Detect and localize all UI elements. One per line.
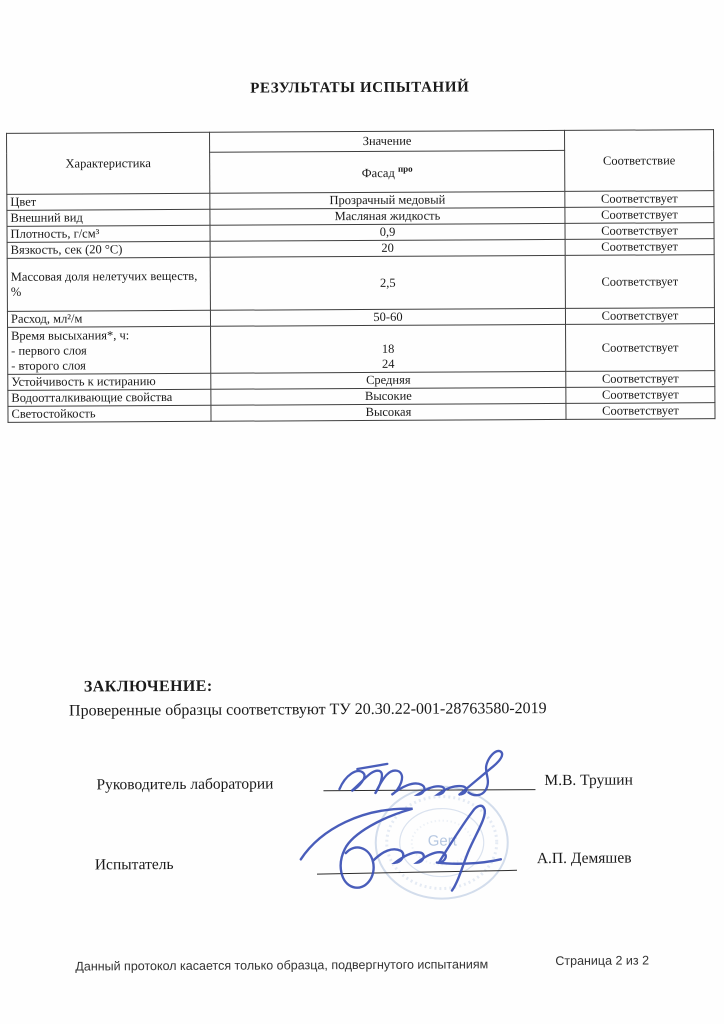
results-table (6, 129, 716, 423)
header-product (210, 150, 565, 193)
characteristic-cell: Цвет (7, 193, 210, 210)
product-name: Фасад (361, 166, 395, 181)
compliance-cell: Соответствует (565, 223, 714, 240)
value-cell: Масляная жидкость (210, 207, 565, 225)
characteristic-cell: Расход, мл²/м (7, 310, 210, 327)
conclusion-heading: ЗАКЛЮЧЕНИЕ: (83, 677, 213, 696)
value-cell: 2,5 (210, 255, 565, 310)
table-header-row (7, 130, 714, 154)
header-characteristic: Характеристика (7, 132, 210, 194)
stamp-center-text: Gert (427, 832, 457, 850)
value-line: 24 (381, 356, 395, 371)
compliance-cell: Соответствует (566, 324, 715, 372)
signature-role: Испытатель (94, 855, 174, 874)
characteristic-cell: Светостойкость (8, 405, 211, 422)
value-cell: Средняя (211, 371, 566, 389)
characteristic-line: Время высыхания*, ч: (11, 327, 130, 343)
characteristic-line: - первого слоя (11, 342, 87, 358)
handwritten-signature (291, 798, 527, 899)
footer-note: Данный протокол касается только образца, подвергнутого испытаниям (75, 957, 489, 974)
compliance-cell: Соответствует (565, 207, 714, 224)
footer-page-number: Страница 2 из 2 (555, 953, 650, 968)
value-cell: Высокая (211, 403, 566, 421)
value-cell: 20 (210, 239, 565, 257)
page-title: РЕЗУЛЬТАТЫ ИСПЫТАНИЙ (250, 79, 470, 97)
product-superscript: про (397, 164, 413, 175)
header-value-group: Значение (210, 130, 565, 152)
signature-person-name: М.В. Трушин (544, 771, 633, 790)
value-cell (211, 324, 566, 373)
table-row (8, 403, 715, 423)
compliance-cell: Соответствует (565, 239, 714, 256)
compliance-cell: Соответствует (566, 387, 715, 404)
signature-role: Руководитель лаборатории (96, 775, 274, 794)
characteristic-cell: Плотность, г/см³ (7, 225, 210, 242)
handwritten-signature (327, 746, 542, 802)
table-row (8, 324, 715, 375)
value-cell: 0,9 (210, 223, 565, 241)
characteristic-cell: Водоотталкивающие свойства (8, 389, 211, 406)
signature-person-name: А.П. Демяшев (536, 849, 632, 868)
compliance-cell: Соответствует (565, 308, 714, 325)
table-row (7, 255, 714, 312)
characteristic-cell: Внешний вид (7, 209, 210, 226)
characteristic-cell (8, 326, 211, 374)
compliance-cell: Соответствует (565, 191, 714, 208)
value-cell: Прозрачный медовый (210, 191, 565, 209)
compliance-cell: Соответствует (566, 371, 715, 388)
characteristic-cell: Вязкость, сек (20 °С) (7, 241, 210, 258)
characteristic-line: - второго слоя (11, 357, 86, 373)
value-cell: 50-60 (210, 308, 565, 326)
compliance-cell: Соответствует (566, 403, 715, 420)
characteristic-cell: Устойчивость к истиранию (8, 373, 211, 390)
characteristic-cell: Массовая доля нелетучих веществ, % (7, 257, 210, 311)
header-compliance: Соответствие (565, 130, 714, 192)
value-line: 18 (381, 341, 395, 356)
conclusion-text: Проверенные образцы соответствуют ТУ 20.30.22-001-28763580-2019 (68, 700, 547, 720)
value-cell: Высокие (211, 387, 566, 405)
compliance-cell: Соответствует (565, 255, 714, 309)
